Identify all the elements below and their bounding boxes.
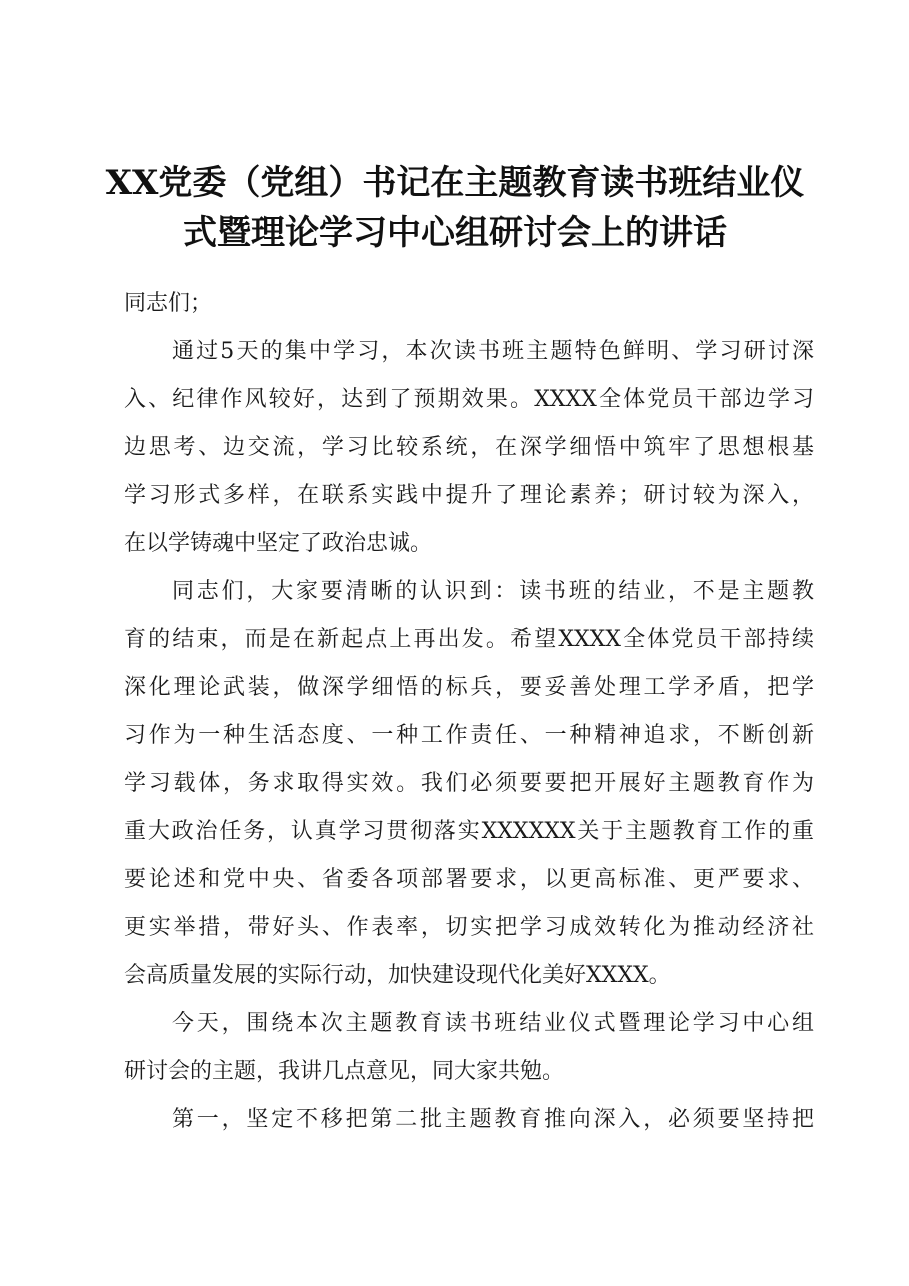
paragraph-line: 习作为一种生活态度、一种工作责任、一种精神追求，不断创新 — [124, 723, 814, 748]
paragraph-line: 通过5天的集中学习，本次读书班主题特色鲜明、学习研讨深 — [172, 339, 814, 364]
paragraph-line: 同志们，大家要清晰的认识到：读书班的结业，不是主题教 — [172, 579, 814, 604]
paragraph-line: 重大政治任务，认真学习贯彻落实XXXXXX关于主题教育工作的重 — [124, 819, 814, 844]
paragraph-line: 研讨会的主题，我讲几点意见，同大家共勉。 — [124, 1059, 565, 1084]
document-body — [124, 280, 814, 1144]
title-line: XX党委（党组）书记在主题教育读书班结业仪 — [105, 163, 805, 203]
paragraph-line: 会高质量发展的实际行动，加快建设现代化美好XXXX。 — [124, 963, 671, 988]
salutation: 同志们； — [124, 291, 213, 316]
paragraph-line: 第一，坚定不移把第二批主题教育推向深入，必须要坚持把 — [172, 1107, 814, 1132]
paragraph — [124, 1000, 814, 1096]
paragraph-line: 学习载体，务求取得实效。我们必须要要把开展好主题教育作为 — [124, 771, 814, 796]
paragraph-line: 更实举措，带好头、作表率，切实把学习成效转化为推动经济社 — [124, 915, 814, 940]
paragraph-line: 边思考、边交流，学习比较系统，在深学细悟中筑牢了思想根基 — [124, 435, 814, 460]
paragraph-line: 深化理论武装，做深学细悟的标兵，要妥善处理工学矛盾，把学 — [124, 675, 814, 700]
paragraph-line: 学习形式多样，在联系实践中提升了理论素养；研讨较为深入， — [124, 483, 814, 508]
document-title — [100, 158, 810, 258]
paragraph-line: 入、纪律作风较好，达到了预期效果。XXXX全体党员干部边学习 — [124, 387, 814, 412]
paragraph — [124, 1096, 814, 1144]
paragraph — [124, 328, 814, 568]
paragraph-line: 要论述和党中央、省委各项部署要求，以更高标准、更严要求、 — [124, 867, 814, 892]
title-line: 式暨理论学习中心组研讨会上的讲话 — [183, 213, 727, 253]
paragraph — [124, 568, 814, 1000]
paragraph-line: 在以学铸魂中坚定了政治忠诚。 — [124, 531, 433, 556]
paragraph-line: 育的结束，而是在新起点上再出发。希望XXXX全体党员干部持续 — [124, 627, 814, 652]
paragraph-line: 今天，围绕本次主题教育读书班结业仪式暨理论学习中心组 — [172, 1011, 814, 1036]
